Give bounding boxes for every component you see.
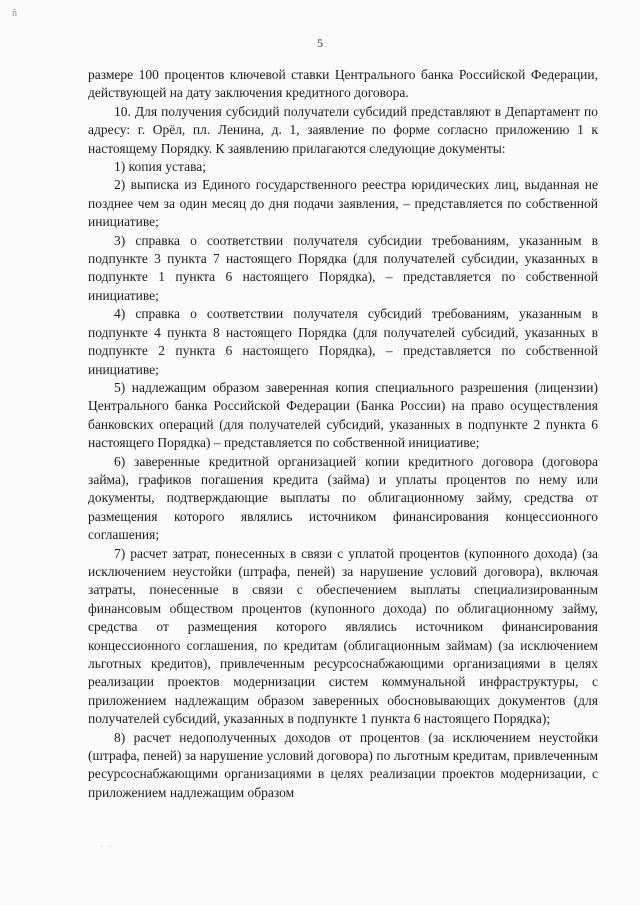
list-item-7: 7) расчет затрат, понесенных в связи с уплатой процентов (купонного дохода) (за исключением неустойки (штрафа, пеней) за нарушение условий договора), включая затраты, понесенные в связи с обеспечением выплаты специализированным финансовым обществом процентов (купонного дохода) по облигационному займу, средства от размещения которого являлись источником финансирования концессионного соглашения, по кредитам (облигационным займам) (за исключением льготных кредитов), привлеченным ресурсоснабжающими организациями в целях реализации проектов модернизации систем коммунальной инфраструктуры, с приложением надлежащим образом заверенных обосновывающих документов (для получателей субсидий, указанных в подпункте 1 пункта 6 настоящего Порядка); — [88, 545, 598, 727]
list-item-4: 4) справка о соответствии получателя субсидий требованиям, указанным в подпункте 4 пункта 8 настоящего Порядка (для получателей субсидий, указанных в подпункте 2 пункта 6 настоящего Порядка), – представляется по собственной инициативе; — [88, 306, 598, 377]
list-item-2: 2) выписка из Единого государственного реестра юридических лиц, выданная не позднее чем за один месяц до дня подачи заявления, – представляется по собственной инициативе; — [88, 177, 598, 230]
list-item-6: 6) заверенные кредитной организацией копии кредитного договора (договора займа), графиков погашения кредита (займа) и уплаты процентов по нему или документы, подтверждающие выплаты по облигационному займу, средства от размещения которого являлись источником финансирования концессионного соглашения; — [88, 453, 598, 543]
scan-corner-mark: ñ — [12, 8, 17, 19]
page-number: 5 — [317, 36, 323, 50]
paragraph-item-10: 10. Для получения субсидий получатели субсидий представляют в Департамент по адресу: г. Орёл, пл. Ленина, д. 1, заявление по форме согласно приложению 1 к настоящему Порядку. К заявлению прилагаются следующие документы: — [88, 103, 598, 156]
list-item-8: 8) расчет недополученных доходов от процентов (за исключением неустойки (штрафа, пеней) за нарушение условий договора) по льготным кредитам, привлеченным ресурсоснабжающими организациями в целях реализации проектов модернизации, с приложением надлежащим образом — [88, 729, 598, 800]
list-item-3: 3) справка о соответствии получателя субсидии требованиям, указанным в подпункте 3 пункта 7 настоящего Порядка (для получателей субсидии, указанных в подпункте 1 пункта 6 настоящего Порядка), – представляется по собственной инициативе; — [88, 232, 598, 303]
list-item-5: 5) надлежащим образом заверенная копия специального разрешения (лицензии) Центрального банка Российской Федерации (Банка России) на право осуществления банковских операций (для получателей субсидий, указанных в подпункте 2 пункта 6 настоящего Порядка) – представляется по собственной инициативе; — [88, 379, 598, 451]
document-body — [88, 66, 598, 802]
list-item-1: 1) копия устава; — [114, 159, 207, 175]
paragraph-continuation: размере 100 процентов ключевой ставки Центрального банка Российской Федерации, действующей на дату заключения кредитного договора. — [88, 67, 598, 101]
scan-artifact: · · — [100, 842, 114, 851]
